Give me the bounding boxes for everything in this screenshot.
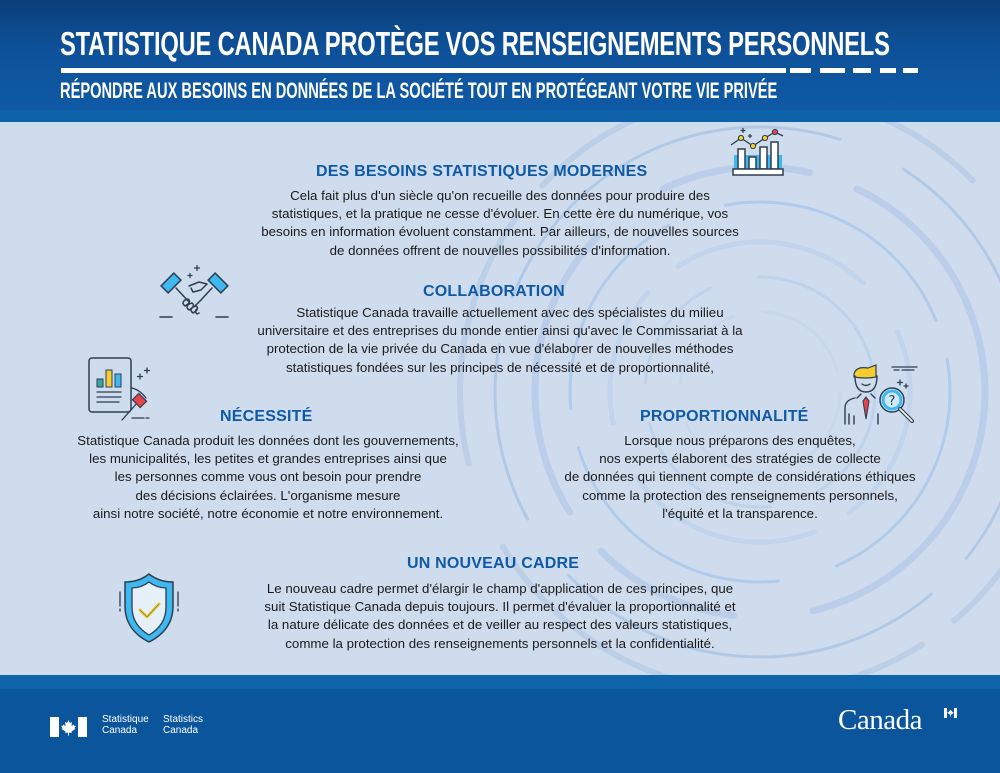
section-text-modern-needs bbox=[180, 187, 820, 260]
section-text-necessity bbox=[18, 432, 518, 523]
text-line: de données qui tiennent compte de considérations éthiques bbox=[564, 469, 916, 485]
text-line: les municipalités, les petites et grandes entreprises ainsi que bbox=[89, 451, 447, 467]
section-text-new-framework bbox=[180, 580, 820, 653]
section-text-collaboration bbox=[160, 304, 840, 377]
section-text-proportionality bbox=[500, 432, 980, 523]
section-title-collaboration: COLLABORATION bbox=[423, 283, 565, 300]
title-underline-dash bbox=[820, 68, 845, 73]
text-line: Cela fait plus d'un siècle qu'on recueille des données pour produire des bbox=[290, 188, 710, 203]
text-line: la nature délicate des données et de veiller au respect des valeurs statistiques, bbox=[267, 617, 733, 633]
wordmark-flag-icon bbox=[944, 708, 957, 718]
agency-name-french bbox=[102, 715, 149, 736]
text-line: comme la protection des renseignements personnels et la confidentialité. bbox=[285, 635, 715, 651]
section-title-modern-needs: DES BESOINS STATISTIQUES MODERNES bbox=[316, 163, 648, 180]
text-line: l'équité et la transparence. bbox=[662, 505, 818, 521]
agency-name-english bbox=[163, 715, 203, 736]
svg-text:?: ? bbox=[888, 394, 896, 409]
title-underline-dash bbox=[880, 68, 896, 73]
text-line: nos experts élaborent des stratégies de collecte bbox=[599, 451, 881, 467]
text-line: comme la protection des renseignements personnels, bbox=[582, 487, 898, 503]
section-title-necessity: NÉCESSITÉ bbox=[220, 408, 313, 425]
agency-name-line: Canada bbox=[163, 724, 199, 736]
text-line: Lorsque nous préparons des enquêtes, bbox=[624, 433, 856, 448]
canada-flag-icon bbox=[50, 717, 87, 737]
title-underline bbox=[61, 68, 786, 73]
text-line: statistiques fondées sur les principes de nécessité et de proportionnalité, bbox=[286, 359, 714, 375]
text-line: suit Statistique Canada depuis toujours. Il permet d'évaluer la proportionnalité et bbox=[264, 599, 736, 615]
shield-check-icon bbox=[118, 570, 180, 648]
section-title-new-framework: UN NOUVEAU CADRE bbox=[407, 555, 580, 572]
text-line: de données offrent de nouvelles possibilités d'information. bbox=[329, 242, 671, 258]
page-subtitle: RÉPONDRE AUX BESOINS EN DONNÉES DE LA SOCIÉTÉ TOUT EN PROTÉGEANT VOTRE VIE PRIVÉE bbox=[60, 78, 778, 103]
title-underline-dash bbox=[853, 68, 871, 73]
expert-magnifier-icon bbox=[842, 364, 922, 428]
canada-wordmark: Canada bbox=[838, 704, 922, 736]
text-line: protection de la vie privée du Canada en vue d'élaborer de nouvelles méthodes bbox=[266, 341, 734, 357]
text-line: des décisions éclairées. L'organisme mesure bbox=[135, 487, 401, 503]
footer-strip bbox=[0, 675, 1000, 689]
bar-chart-trend-icon bbox=[728, 124, 788, 180]
text-line: Statistique Canada produit les données dont les gouvernements, bbox=[77, 433, 459, 448]
header-strip bbox=[0, 110, 1000, 122]
agency-name-line: Statistique bbox=[102, 714, 149, 725]
agency-name-line: Canada bbox=[102, 724, 138, 736]
title-underline-dash bbox=[903, 68, 918, 73]
text-line: Statistique Canada travaille actuellement avec des spécialistes du milieu bbox=[296, 305, 724, 320]
text-line: universitaire et des entreprises du monde entier ainsi qu'avec le Commissariat à la bbox=[257, 323, 743, 339]
agency-name-line: Statistics bbox=[163, 714, 204, 725]
report-tools-icon bbox=[82, 356, 160, 424]
text-line: ainsi notre société, notre économie et notre environnement. bbox=[92, 505, 444, 521]
section-title-proportionality: PROPORTIONNALITÉ bbox=[640, 408, 809, 425]
title-underline-dash bbox=[790, 68, 811, 73]
text-line: les personnes comme vous ont besoin pour prendre bbox=[114, 469, 422, 485]
text-line: Le nouveau cadre permet d'élargir le champ d'application de ces principes, que bbox=[266, 581, 734, 596]
text-line: besoins en information évoluent constamment. Par ailleurs, de nouvelles sources bbox=[261, 224, 739, 240]
page-title: STATISTIQUE CANADA PROTÈGE VOS RENSEIGNEMENTS PERSONNELS bbox=[60, 25, 890, 62]
text-line: statistiques, et la pratique ne cesse d'évoluer. En cette ère du numérique, vos bbox=[271, 206, 729, 222]
